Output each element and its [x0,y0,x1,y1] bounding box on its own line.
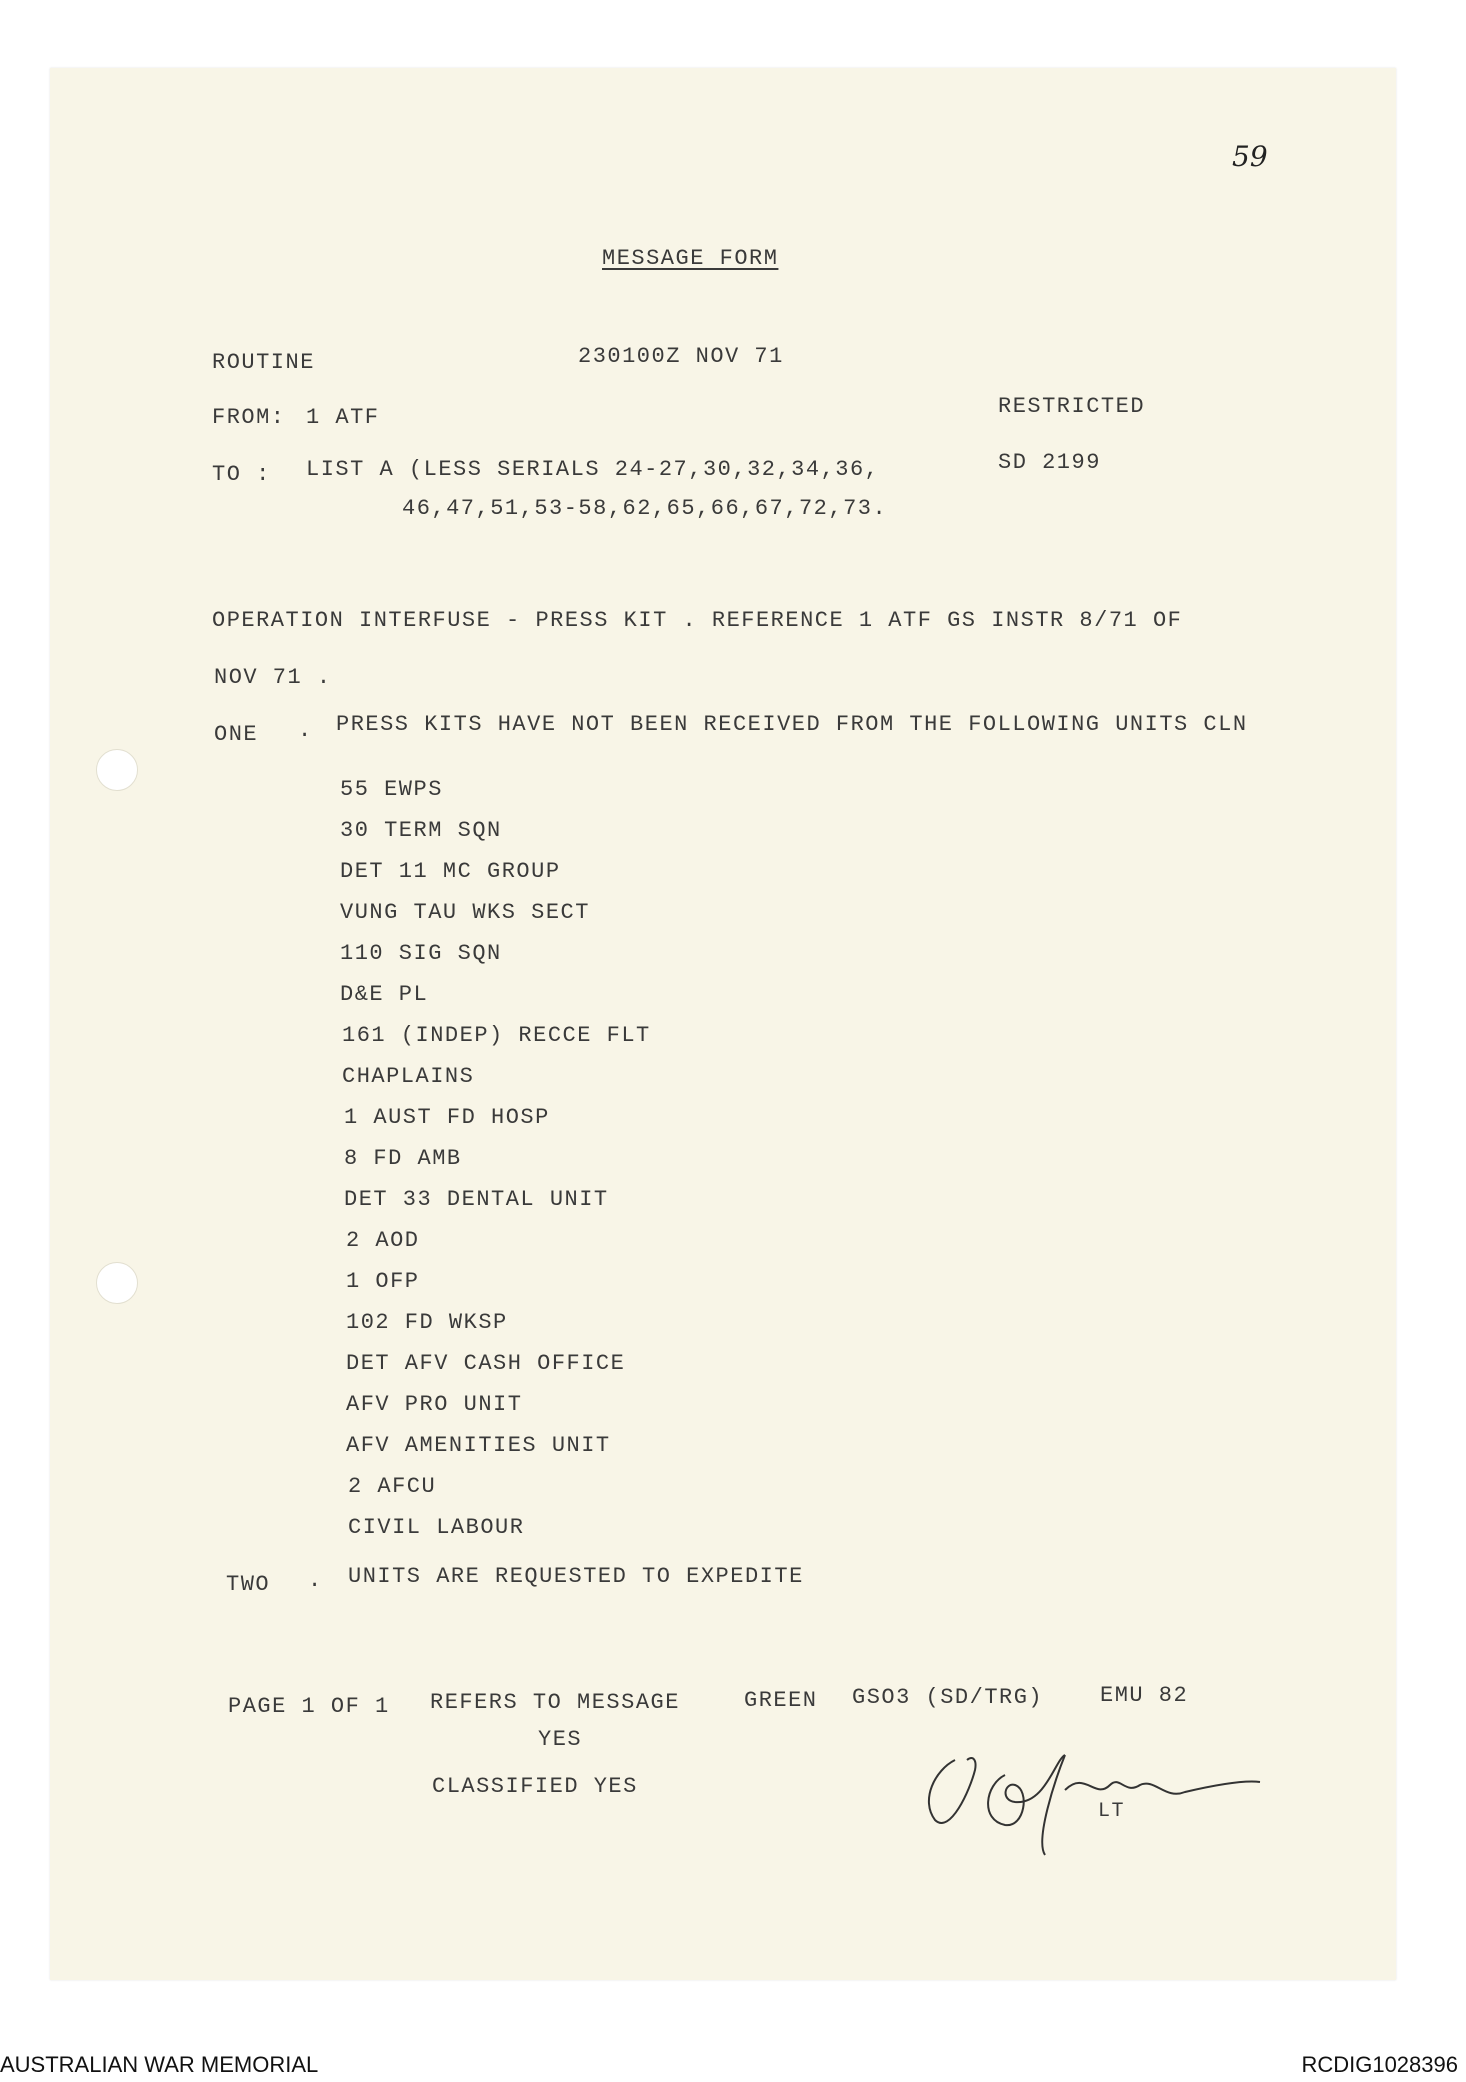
para-one-text: PRESS KITS HAVE NOT BEEN RECEIVED FROM THE FOLLOWING UNITS CLN [336,712,1248,737]
punch-hole-top [96,749,138,791]
unit-list-item: 1 OFP [346,1269,420,1294]
telephone-extension: EMU 82 [1100,1683,1189,1708]
unit-list-item: 8 FD AMB [344,1146,462,1171]
unit-list-item: 2 AOD [346,1228,420,1253]
unit-list-item: AFV PRO UNIT [346,1392,523,1417]
punch-hole-bottom [96,1262,138,1304]
archive-reference: RCDIG1028396 [1301,2052,1458,2077]
sd-number: SD 2199 [998,450,1101,475]
page-info: PAGE 1 OF 1 [228,1694,390,1719]
unit-list-item: DET AFV CASH OFFICE [346,1351,626,1376]
para-two-label: TWO [226,1572,271,1597]
archive-credit: AUSTRALIAN WAR MEMORIAL [0,2052,319,2077]
para-one-label: ONE [214,722,259,747]
originator-appointment: GSO3 (SD/TRG) [852,1685,1044,1710]
to-addressees-line2: 46,47,51,53-58,62,65,66,67,72,73. [402,496,888,521]
unit-list-item: CIVIL LABOUR [348,1515,525,1540]
para-two-text: UNITS ARE REQUESTED TO EXPEDITE [348,1564,804,1589]
signatory-rank: LT [1098,1800,1126,1823]
unit-list-item: 110 SIG SQN [340,941,502,966]
handwritten-signature [915,1730,1275,1860]
to-addressees-line1: LIST A (LESS SERIALS 24-27,30,32,34,36, [306,457,880,482]
unit-list-item: 1 AUST FD HOSP [344,1105,550,1130]
refers-to-message-value: YES [538,1727,583,1752]
unit-list-item: DET 33 DENTAL UNIT [344,1187,609,1212]
form-title: MESSAGE FORM [602,246,779,271]
unit-list-item: 161 (INDEP) RECCE FLT [342,1023,651,1048]
unit-list-item: 102 FD WKSP [346,1310,508,1335]
unit-list-item: DET 11 MC GROUP [340,859,561,884]
unit-list-item: AFV AMENITIES UNIT [346,1433,611,1458]
para-one-dot: . [298,718,313,743]
unit-list-item: VUNG TAU WKS SECT [340,900,590,925]
page-number: 59 [1232,140,1268,173]
unit-list-item: CHAPLAINS [342,1064,475,1089]
originator-name: GREEN [744,1688,818,1713]
unit-list-item: 2 AFCU [348,1474,437,1499]
from-value: 1 ATF [306,405,380,430]
unit-list-item: D&E PL [340,982,429,1007]
unit-list-item: 30 TERM SQN [340,818,502,843]
para-two-dot: . [308,1568,323,1593]
precedence: ROUTINE [212,350,315,375]
from-label: FROM: [212,405,286,430]
subject-line2: NOV 71 . [214,665,332,690]
refers-to-message-label: REFERS TO MESSAGE [430,1690,680,1715]
subject-line1: OPERATION INTERFUSE - PRESS KIT . REFERENCE 1 ATF GS INSTR 8/71 OF [212,608,1183,633]
unit-list-item: 55 EWPS [340,777,443,802]
classified-indicator: CLASSIFIED YES [432,1774,638,1799]
classification: RESTRICTED [998,394,1146,419]
date-time-group: 230100Z NOV 71 [578,344,784,369]
to-label: TO : [212,462,271,487]
